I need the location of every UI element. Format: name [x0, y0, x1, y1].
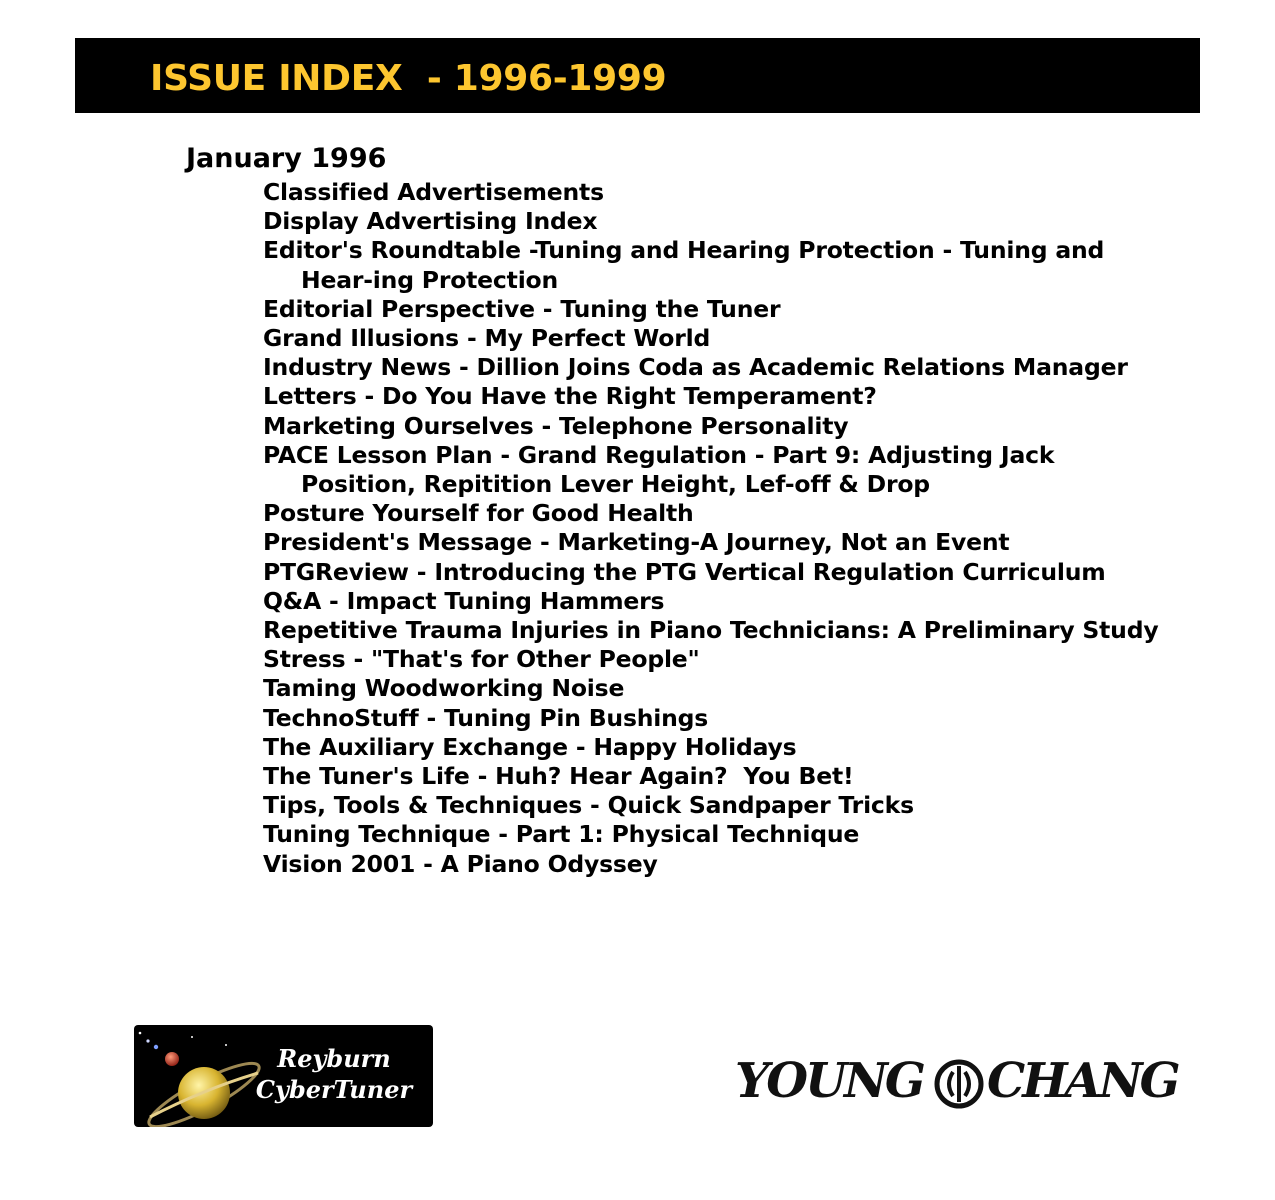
reyburn-cybertuner-logo[interactable]	[134, 1025, 433, 1127]
article-link[interactable]: Editor's Roundtable -Tuning and Hearing Protection - Tuning and Hear-ing Protection	[263, 236, 1113, 294]
article-link[interactable]: Vision 2001 - A Piano Odyssey	[263, 849, 658, 878]
article-link[interactable]: TechnoStuff - Tuning Pin Bushings	[263, 703, 709, 732]
article-link[interactable]: Display Advertising Index	[263, 207, 598, 236]
young-chang-left-word: YOUNG	[735, 1053, 923, 1109]
article-link[interactable]: Posture Yourself for Good Health	[263, 499, 694, 528]
issue-heading: January 1996	[186, 143, 387, 174]
article-link[interactable]: Classified Advertisements	[263, 178, 604, 206]
article-link[interactable]: Repetitive Trauma Injuries in Piano Technicians: A Preliminary Study	[263, 616, 1159, 645]
article-link[interactable]: PTGReview - Introducing the PTG Vertical Regulation Curriculum	[263, 557, 1106, 586]
article-link[interactable]: President's Message - Marketing-A Journey, Not an Event	[263, 528, 1010, 557]
article-link[interactable]: The Auxiliary Exchange - Happy Holidays	[263, 732, 797, 761]
reyburn-line2: CyberTuner	[255, 1075, 413, 1104]
article-link[interactable]: Q&A - Impact Tuning Hammers	[263, 586, 665, 615]
article-link[interactable]: Editorial Perspective - Tuning the Tuner	[263, 294, 781, 323]
reyburn-wordmark	[244, 1043, 424, 1105]
article-link[interactable]: Grand Illusions - My Perfect World	[263, 324, 711, 353]
reyburn-line1: Reyburn	[277, 1044, 391, 1073]
article-link[interactable]: PACE Lesson Plan - Grand Regulation - Part 9: Adjusting Jack Position, Repitition Lever Height, Lef-off & Drop	[263, 440, 1063, 499]
article-link[interactable]: Marketing Ourselves - Telephone Personality	[263, 411, 849, 440]
young-chang-logo[interactable]	[735, 1050, 1178, 1118]
article-link[interactable]: Stress - "That's for Other People"	[263, 645, 700, 674]
article-link[interactable]: Letters - Do You Have the Right Temperament?	[263, 382, 877, 411]
page-title: ISSUE INDEX - 1996-1999	[150, 58, 667, 99]
young-chang-emblem-icon	[933, 1058, 985, 1110]
young-chang-right-word: CHANG	[987, 1053, 1178, 1109]
article-link[interactable]: The Tuner's Life - Huh? Hear Again? You Bet!	[263, 762, 854, 791]
article-link[interactable]: Tuning Technique - Part 1: Physical Technique	[263, 820, 860, 849]
article-link[interactable]: Industry News - Dillion Joins Coda as Academic Relations Manager	[263, 353, 1128, 382]
article-list	[263, 178, 1168, 879]
article-link[interactable]: Tips, Tools & Techniques - Quick Sandpaper Tricks	[263, 791, 914, 820]
article-link[interactable]: Taming Woodworking Noise	[263, 674, 625, 703]
